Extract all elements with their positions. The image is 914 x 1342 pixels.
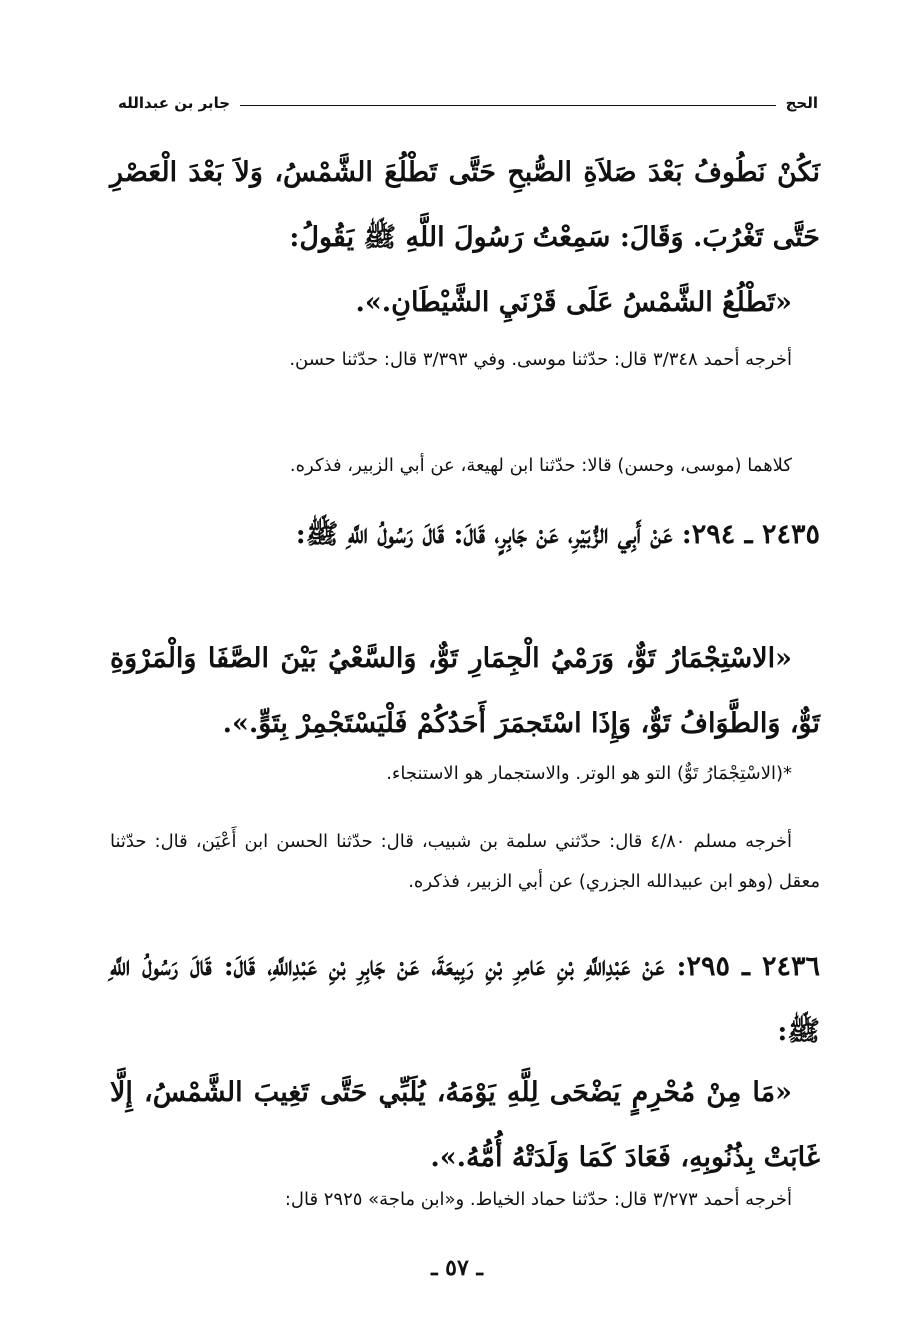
- prophetic-quote: [110, 270, 820, 335]
- takhrij-note: [110, 340, 820, 380]
- prophetic-quote: [110, 626, 820, 756]
- prophetic-quote-text: «الاسْتِجْمَارُ تَوٌّ، وَرَمْيُ الْجِمَارِ تَوٌّ، وَالسَّعْيُ بَيْنَ الصَّفَا وَالْمَرْوَةِ تَوٌّ، وَالطَّوَافُ تَوٌّ، وَإِذَا اسْتَجمَرَ أَحَدُكُمْ فَلْيَسْتَجْمِرْ بِتَوٍّ.».: [110, 643, 820, 739]
- narrator-title: جابر بن عبدالله: [118, 94, 231, 112]
- running-header: [118, 88, 818, 118]
- prophetic-quote-text: «مَا مِنْ مُحْرِمٍ يَضْحَى لِلَّهِ يَوْمَهُ، يُلَبِّي حَتَّى تَغِيبَ الشَّمْسُ، إِلَّا غَابَتْ بِذُنُوبِهِ، فَعَادَ كَمَا وَلَدَتْهُ أُمُّهُ.».: [110, 1077, 820, 1173]
- takhrij-note: [110, 1180, 820, 1220]
- page-number: ـ ٥٧ ـ: [431, 1255, 483, 1281]
- header-rule: [240, 105, 776, 106]
- hadith-text-continuation: نَكُنْ نَطُوفُ بَعْدَ صَلاَةِ الصُّبحِ حَتَّى تَطْلُعَ الشَّمْسُ، وَلاَ بَعْدَ الْعَصْرِ حَتَّى تَغْرُبَ. وَقَالَ: سَمِعْتُ رَسُولَ اللَّهِ ﷺ يَقُولُ:: [110, 157, 820, 253]
- hadith-heading: ٢٤٣٥ ـ ٢٩٤: عَنْ أَبِي الزُّبَيْرِ، عَنْ جَابِرٍ، قَالَ: قَالَ رَسُولُ اللَّهِ ﷺ:: [295, 519, 820, 550]
- glossary-note: [110, 754, 820, 794]
- prophetic-quote-text: «تَطْلُعُ الشَّمْسُ عَلَى قَرْنَيِ الشَّيْطَانِ.».: [355, 287, 792, 318]
- takhrij-note-text: أخرجه أحمد ٣/٢٧٣ قال: حدّثنا حماد الخياط. و«ابن ماجة» ٢٩٢٥ قال:: [284, 1189, 792, 1210]
- chapter-title: الحج: [785, 94, 818, 112]
- prophetic-quote: [110, 1060, 820, 1190]
- takhrij-note-text: كلاهما (موسى، وحسن) قالا: حدّثنا ابن لهيعة، عن أبي الزبير، فذكره.: [289, 455, 792, 476]
- glossary-note-text: *(الاسْتِجْمَارُ تَوٌّ) التو هو الوتر. والاستجمار هو الاستنجاء.: [386, 763, 792, 784]
- takhrij-note-text: أخرجه مسلم ٤/٨٠ قال: حدّثني سلمة بن شبيب، قال: حدّثنا الحسن ابن أَعْيَن، قال: حدّثنا معقل (وهو ابن عبيدالله الجزري) عن أبي الزبير، فذكره.: [110, 831, 820, 892]
- takhrij-note-text: أخرجه أحمد ٣/٣٤٨ قال: حدّثنا موسى. وفي ٣/٣٩٣ قال: حدّثنا حسن.: [289, 349, 792, 370]
- takhrij-note: [110, 822, 820, 902]
- takhrij-note: [110, 446, 820, 486]
- hadith-heading: ٢٤٣٦ ـ ٢٩٥: عَنْ عَبْدِاللَّهِ بْنِ عَامِرِ بْنِ رَبِيعَةَ، عَنْ جَابِرِ بْنِ عَبْدِاللَّهِ، قَالَ: قَالَ رَسُولُ اللَّهِ ﷺ:: [110, 951, 820, 1047]
